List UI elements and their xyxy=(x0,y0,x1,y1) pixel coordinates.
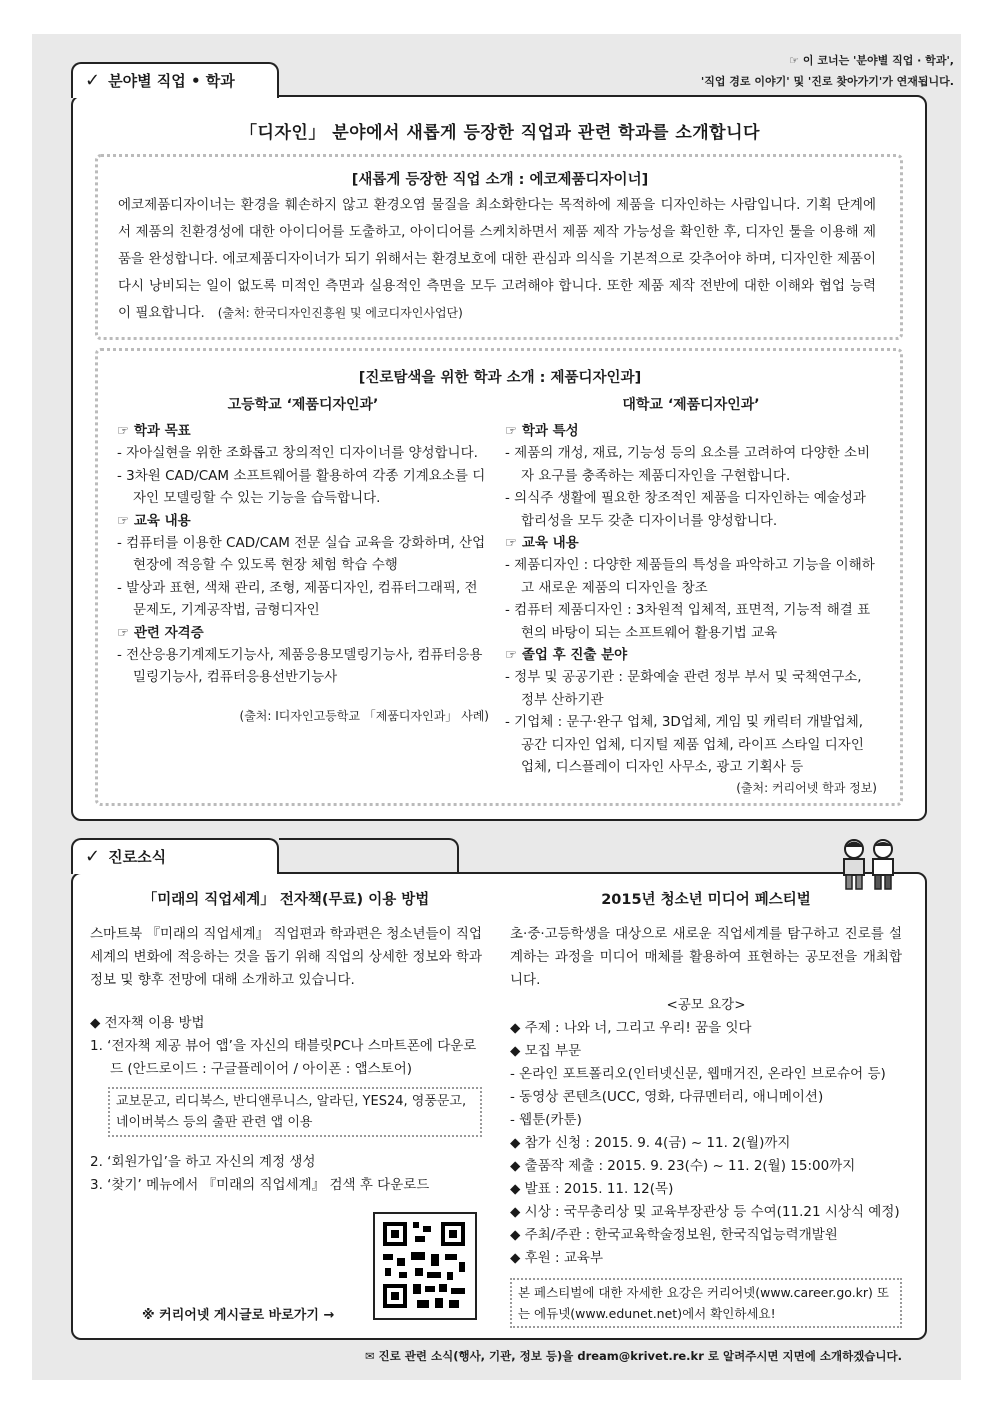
list-item: - 제품디자인 : 다양한 제품들의 특성을 파악하고 기능을 이해하고 새로운 제품의 디자인을 창조 xyxy=(505,557,875,596)
university-column xyxy=(505,394,877,796)
section-headline: 「디자인」 분야에서 새롭게 등장한 직업과 관련 학과를 소개합니다 xyxy=(240,123,760,143)
festival-category-3: - 웹툰(카툰) xyxy=(510,1112,582,1128)
univ-source: (출처: 커리어넷 학과 정보) xyxy=(736,780,877,795)
hand-point-icon: ☞ xyxy=(505,423,518,439)
section-tab-jobs-majors xyxy=(71,62,279,98)
envelope-icon: ✉ xyxy=(364,1349,375,1363)
qr-code-icon[interactable] xyxy=(373,1212,477,1320)
children-illustration-icon xyxy=(838,834,900,892)
ebook-method-heading: ◆ 전자책 이용 방법 xyxy=(90,1015,205,1031)
series-note-line1: ☞ 이 코너는 '분야별 직업 · 학과', xyxy=(789,54,954,67)
festival-guide-heading: <공모 요강> xyxy=(666,997,746,1013)
hand-point-icon: ☞ xyxy=(117,423,130,439)
hand-point-icon: ☞ xyxy=(505,647,518,663)
highschool-column xyxy=(117,394,489,724)
univ-feature-heading: ☞ 학과 특성 xyxy=(505,423,579,439)
list-item: - 정부 및 공공기관 : 문화예술 관련 정부 부서 및 국책연구소, 정부 산하기관 xyxy=(505,669,862,708)
festival-award: ◆ 시상 : 국무총리상 및 교육부장관상 등 수여(11.21 시상식 예정) xyxy=(510,1204,900,1220)
list-item: - 컴퓨터 제품디자인 : 3차원적 입체적, 표면적, 기능적 해결 표현의 바탕이 되는 소프트웨어 활용기법 교육 xyxy=(505,602,871,641)
festival-article xyxy=(510,888,902,1328)
major-title: [진로탐색을 위한 학과 소개 : 제품디자인과] xyxy=(358,370,642,386)
festival-sponsor: ◆ 후원 : 교육부 xyxy=(510,1250,604,1266)
university-title: 대학교 ‘제품디자인과’ xyxy=(622,397,760,413)
hs-edu-heading: ☞ 교육 내용 xyxy=(117,512,191,529)
qr-link-text[interactable]: ※ 커리어넷 게시글로 바로가기 → xyxy=(142,1308,335,1323)
hand-point-icon: ☞ xyxy=(117,512,130,529)
festival-announce: ◆ 발표 : 2015. 11. 12(목) xyxy=(510,1181,674,1197)
list-item: - 3차원 CAD/CAM 소프트웨어를 활용하여 각종 기계요소를 디자인 모델링할 수 있는 기능을 습득합니다. xyxy=(117,467,486,506)
hs-source: (출처: I디자인고등학교 「제품디자인과」 사례) xyxy=(239,708,489,723)
list-item: - 컴퓨터를 이용한 CAD/CAM 전문 실습 교육을 강화하며, 산업 현장에 적응할 수 있도록 현장 체험 학습 수행 xyxy=(117,534,486,573)
list-item: - 기업체 : 문구·완구 업체, 3D업체, 게임 및 캐릭터 개발업체, 공간 디자인 업체, 디지털 제품 업체, 라이프 스타일 디자인 업체, 디스플레이 디자인 사무소, 광고 기획사 등 xyxy=(505,714,864,775)
festival-category-2: - 동영상 콘텐츠(UCC, 영화, 다큐멘터리, 애니메이션) xyxy=(510,1089,824,1105)
checkmark-icon: ✓ xyxy=(85,846,101,867)
hs-goal-heading: ☞ 학과 목표 xyxy=(117,423,191,439)
festival-title: 2015년 청소년 미디어 페스티벌 xyxy=(601,892,811,908)
section-tab-career-news xyxy=(71,838,279,874)
new-job-title: [새롭게 등장한 직업 소개 : 에코제품디자이너] xyxy=(351,172,649,188)
series-note-line2: '직업 경로 이야기' 및 '진로 찾아가기'가 연재됩니다. xyxy=(700,75,954,88)
list-item: - 제품의 개성, 재료, 기능성 등의 요소를 고려하여 다양한 소비자 요구를 충족하는 제품디자인을 구현합니다. xyxy=(505,445,871,484)
festival-category-heading: ◆ 모집 부문 xyxy=(510,1043,582,1059)
footer-note: ✉ 진로 관련 소식(행사, 기관, 정보 등)을 dream@krivet.re.kr 로 알려주시면 지면에 소개하겠습니다. xyxy=(364,1349,902,1363)
hand-point-icon: ☞ xyxy=(117,624,130,641)
list-item: - 전산응용기계제도기능사, 제품응용모델링기능사, 컴퓨터응용밀링기능사, 컴퓨터응용선반기능사 xyxy=(117,646,483,685)
festival-theme: ◆ 주제 : 나와 너, 그리고 우리! 꿈을 잇다 xyxy=(510,1020,752,1036)
series-note xyxy=(701,50,954,92)
tab-decoration xyxy=(279,838,459,874)
section-tab-label: 분야별 직업 • 학과 xyxy=(108,72,235,90)
hand-point-icon: ☞ xyxy=(789,54,800,67)
festival-category-1: - 온라인 포트폴리오(인터넷신문, 웹매거진, 온라인 브로슈어 등) xyxy=(510,1066,886,1082)
hand-point-icon: ☞ xyxy=(505,535,518,551)
list-item: - 자아실현을 위한 조화롭고 창의적인 디자이너를 양성합니다. xyxy=(117,445,478,461)
list-item: - 의식주 생활에 필요한 창조적인 제품을 디자인하는 예술성과 합리성을 모두 갖춘 디자이너를 양성합니다. xyxy=(505,490,866,529)
ebook-title: 「미래의 직업세계」 전자책(무료) 이용 방법 xyxy=(142,892,430,908)
hs-cert-heading: ☞ 관련 자격증 xyxy=(117,624,204,641)
univ-edu-heading: ☞ 교육 내용 xyxy=(505,535,579,551)
ebook-apps-note: 교보문고, 리디북스, 반디앤루니스, 알라딘, YES24, 영풍문고, 네이버북스 등의 출판 관련 앱 이용 xyxy=(108,1087,482,1137)
festival-intro: 초·중·고등학생을 대상으로 새로운 직업세계를 탐구하고 진로를 설계하는 과정을 미디어 매체를 활용하여 표현하는 공모전을 개최합니다. xyxy=(510,926,902,988)
new-job-source: (출처: 한국디자인진흥원 및 에코디자인사업단) xyxy=(217,306,463,320)
festival-submit: ◆ 출품작 제출 : 2015. 9. 23(수) ~ 11. 2(월) 15:00까지 xyxy=(510,1158,856,1174)
checkmark-icon: ✓ xyxy=(85,70,101,91)
highschool-title: 고등학교 ‘제품디자인과’ xyxy=(227,397,379,413)
festival-host: ◆ 주최/주관 : 한국교육학술정보원, 한국직업능력개발원 xyxy=(510,1227,838,1243)
ebook-intro: 스마트북 『미래의 직업세계』 직업편과 학과편은 청소년들이 직업세계의 변화에 적응하는 것을 돕기 위해 직업의 상세한 정보와 학과 정보 및 향후 전망에 대해 소개하고 있습니다. xyxy=(90,926,482,988)
ebook-article xyxy=(90,888,482,1197)
festival-detail-note: 본 페스티벌에 대한 자세한 요강은 커리어넷(www.career.go.kr) 또는 에듀넷(www.edunet.net)에서 확인하세요! xyxy=(510,1278,902,1328)
ebook-step-3: 3. ‘찾기’ 메뉴에서 『미래의 직업세계』 검색 후 다운로드 xyxy=(90,1177,430,1193)
new-job-description: 에코제품디자이너는 환경을 훼손하지 않고 환경오염 물질을 최소화한다는 목적하에 제품을 디자인하는 사람입니다. 기획 단계에서 제품의 친환경성에 대한 아이디어를 도출하고, 아이디어를 스케치하면서 제품 제작 가능성을 확인한 후, 디자인 툴을 이용해 제품을 완성합니다. 에코제품디자이너가 되기 위해서는 환경보호에 대한 관심과 의식을 기본적으로 갖추어야 하며, 디자인한 제품이 다시 낭비되는 일이 없도록 미적인 측면과 실용적인 측면을 모두 고려해야 합니다. 또한 제품 제작 전반에 대한 이해와 협업 능력이 필요합니다. (출처: 한국디자인진흥원 및 에코디자인사업단) xyxy=(118,197,876,321)
section-tab-label: 진로소식 xyxy=(108,848,167,866)
festival-apply: ◆ 참가 신청 : 2015. 9. 4(금) ~ 11. 2(월)까지 xyxy=(510,1135,791,1151)
ebook-step-2: 2. ‘회원가입’을 하고 자신의 계정 생성 xyxy=(90,1154,316,1170)
univ-career-heading: ☞ 졸업 후 진출 분야 xyxy=(505,647,628,663)
list-item: - 발상과 표현, 색채 관리, 조형, 제품디자인, 컴퓨터그래픽, 전문제도, 기계공작법, 금형디자인 xyxy=(117,579,478,618)
ebook-step-1: 1. ‘전자책 제공 뷰어 앱’을 자신의 태블릿PC나 스마트폰에 다운로드 (안드로이드 : 구글플레이어 / 아이폰 : 앱스토어) xyxy=(90,1038,477,1077)
